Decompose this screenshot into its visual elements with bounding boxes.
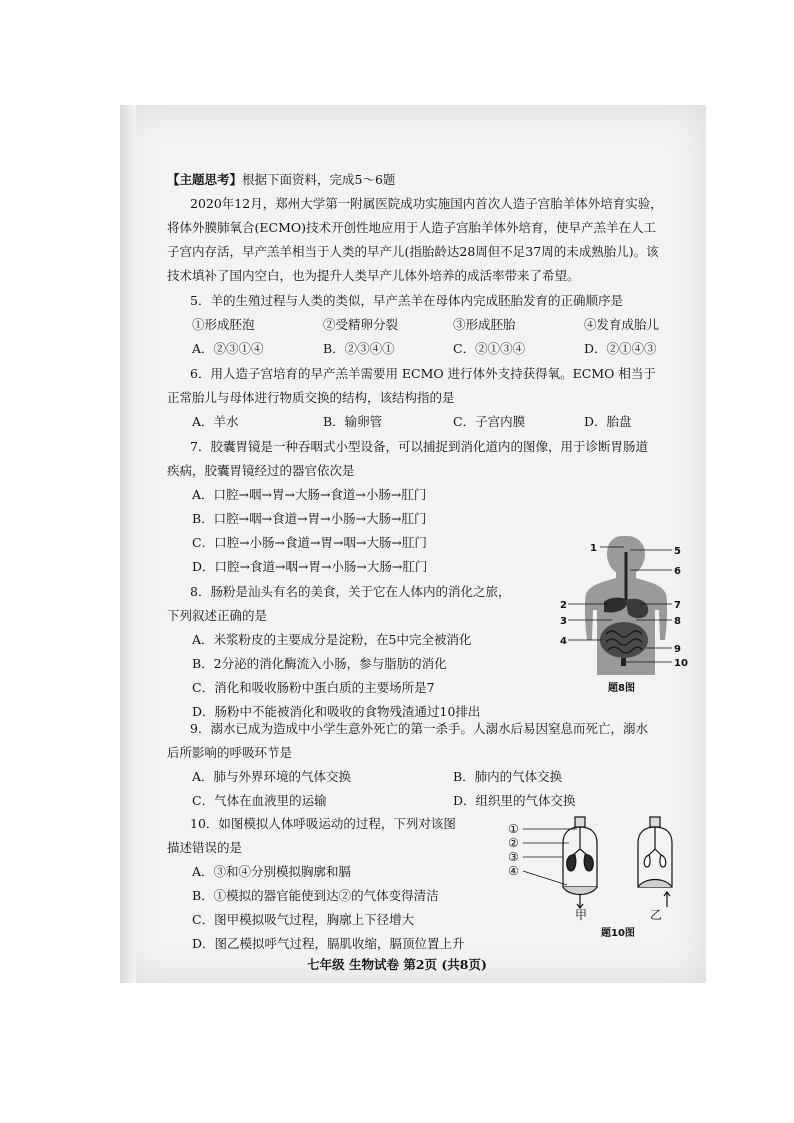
- figure10-label-4: ④: [508, 864, 519, 878]
- passage-line-2: 将体外膜肺氧合(ECMO)技术开创性地应用于人造子宫胎羊体外培育，使早产羔羊在人工: [167, 220, 656, 235]
- rectum-shape: [621, 658, 626, 666]
- q7-stem-1: 7．胶囊胃镜是一种吞咽式小型设备，可以捕捉到消化道内的图像，用于诊断胃肠道: [190, 439, 648, 454]
- figure8-label-10: 10: [674, 658, 688, 669]
- q8-option-d[interactable]: D．肠粉中不能被消化和吸收的食物残渣通过10排出: [192, 704, 481, 719]
- passage-line-1: 2020年12月，郑州大学第一附属医院成功实施国内首次人造子宫胎羊体外培育实验，: [190, 196, 663, 211]
- q9-option-b[interactable]: B．肺内的气体交换: [453, 769, 563, 784]
- figure8-label-9: 9: [674, 644, 681, 655]
- figure8-label-2: 2: [560, 600, 567, 611]
- figure8-label-1: 1: [590, 543, 597, 554]
- q5-option-c[interactable]: C．②①③④: [453, 341, 526, 356]
- figure8-caption: 题8图: [608, 683, 635, 694]
- q5-item-3: ③形成胚胎: [453, 317, 516, 332]
- figure10-label-2: ②: [508, 836, 519, 850]
- q8-stem-2: 下列叙述正确的是: [167, 608, 268, 623]
- q10-option-a[interactable]: A．③和④分别模拟胸廓和膈: [192, 864, 352, 879]
- passage-line-3: 子宫内存活，早产羔羊相当于人类的早产儿(指胎龄达28周但不足37周的未成熟胎儿)。该: [167, 244, 659, 259]
- q7-option-c[interactable]: C．口腔→小肠→食道→胃→咽→大肠→肛门: [192, 535, 427, 550]
- q8-stem-1: 8．肠粉是汕头有名的美食，关于它在人体内的消化之旅，: [190, 584, 511, 599]
- q10-option-d[interactable]: D．图乙模拟呼气过程，膈肌收缩，膈顶位置上升: [192, 936, 465, 951]
- jar-jia: [563, 817, 597, 908]
- q10-option-b[interactable]: B．①模拟的器官能使到达②的气体变得清洁: [192, 888, 439, 903]
- figure8-label-4: 4: [560, 636, 567, 647]
- q6-option-b[interactable]: B．输卵管: [323, 414, 383, 429]
- q8-option-b[interactable]: B．2分泌的消化酶流入小肠，参与脂肪的消化: [192, 656, 447, 671]
- q5-option-b[interactable]: B．②③④①: [323, 341, 395, 356]
- passage-heading: [167, 172, 395, 188]
- page-footer: 七年级 生物试卷 第2页 (共8页): [307, 957, 487, 972]
- q5-item-2: ②受精卵分裂: [323, 317, 399, 332]
- q5-stem: 5．羊的生殖过程与人类的类似，早产羔羊在母体内完成胚胎发育的正确顺序是: [190, 293, 623, 308]
- q9-stem-2: 后所影响的呼吸环节是: [167, 745, 293, 760]
- q7-option-d[interactable]: D．口腔→食道→咽→胃→小肠→大肠→肛门: [192, 559, 428, 574]
- q6-stem-2: 正常胎儿与母体进行物质交换的结构，该结构指的是: [167, 390, 455, 405]
- q6-option-c[interactable]: C．子宫内膜: [453, 414, 526, 429]
- q7-stem-2: 疾病，胶囊胃镜经过的器官依次是: [167, 463, 355, 478]
- q8-option-c[interactable]: C．消化和吸收肠粉中蛋白质的主要场所是7: [192, 680, 435, 695]
- q6-option-d[interactable]: D．胎盘: [584, 414, 632, 429]
- figure10-sub-label-yi: 乙: [650, 908, 663, 922]
- q5-item-1: ①形成胚泡: [192, 317, 255, 332]
- scan-shadow: [120, 105, 136, 983]
- q6-option-a[interactable]: A．羊水: [192, 414, 239, 429]
- q6-stem-1: 6．用人造子宫培育的早产羔羊需要用 ECMO 进行体外支持获得氧。ECMO 相当于: [190, 366, 656, 381]
- figure8-label-3: 3: [560, 616, 567, 627]
- q9-option-a[interactable]: A．肺与外界环境的气体交换: [192, 769, 352, 784]
- figure8-label-6: 6: [674, 566, 681, 577]
- figure10-caption: 题10图: [601, 928, 635, 939]
- figure8-label-8: 8: [674, 616, 681, 627]
- jar-yi: [638, 817, 672, 907]
- passage-intro: 根据下面资料，完成5～6题: [242, 172, 396, 187]
- breathing-model-figure: [505, 815, 695, 923]
- q9-option-c[interactable]: C．气体在血液里的运输: [192, 793, 327, 808]
- figure8-label-7: 7: [674, 600, 681, 611]
- figure8-label-5: 5: [674, 546, 681, 557]
- figure10-sub-label-jia: 甲: [575, 908, 588, 922]
- q10-option-c[interactable]: C．图甲模拟吸气过程，胸廓上下径增大: [192, 912, 415, 927]
- q7-option-a[interactable]: A．口腔→咽→胃→大肠→食道→小肠→肛门: [192, 487, 427, 502]
- q10-stem-2: 描述错误的是: [167, 840, 243, 855]
- q5-item-4: ④发育成胎儿: [584, 317, 660, 332]
- q10-stem-1: 10．如图模拟人体呼吸运动的过程，下列对该图: [190, 816, 456, 831]
- digestive-system-figure: [560, 530, 690, 695]
- q8-option-a[interactable]: A．米浆粉皮的主要成分是淀粉，在5中完全被消化: [192, 632, 472, 647]
- figure10-label-1: ①: [508, 822, 519, 836]
- passage-title: 【主题思考】: [167, 172, 243, 187]
- q9-stem-1: 9．溺水已成为造成中小学生意外死亡的第一杀手。人溺水后易因窒息而死亡，溺水: [190, 721, 648, 736]
- q5-option-a[interactable]: A．②③①④: [192, 341, 264, 356]
- passage-line-4: 技术填补了国内空白，也为提升人类早产儿体外培养的成活率带来了希望。: [167, 268, 580, 283]
- q7-option-b[interactable]: B．口腔→咽→食道→胃→小肠→大肠→肛门: [192, 511, 427, 526]
- q9-option-d[interactable]: D．组织里的气体交换: [453, 793, 576, 808]
- q5-option-d[interactable]: D．②①④③: [584, 341, 657, 356]
- figure10-label-3: ③: [508, 850, 519, 864]
